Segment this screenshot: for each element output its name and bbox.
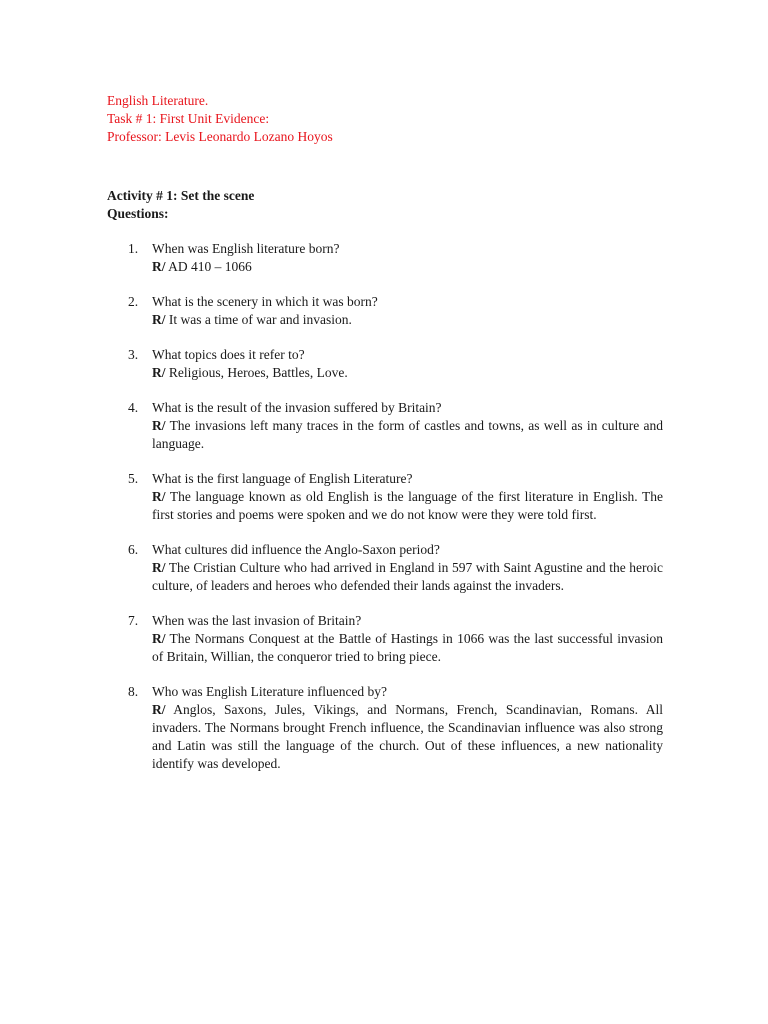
question-list bbox=[107, 240, 663, 790]
course-title: English Literature. bbox=[107, 93, 209, 108]
question-number: 6. bbox=[128, 542, 139, 557]
question-number: 3. bbox=[128, 347, 139, 362]
answer-prefix: R/ bbox=[152, 560, 166, 575]
answer-body: It was a time of war and invasion. bbox=[168, 312, 352, 327]
answer-prefix: R/ bbox=[152, 631, 166, 646]
question-text: What is the scenery in which it was born? bbox=[152, 294, 378, 309]
question-text: When was English literature born? bbox=[152, 241, 340, 256]
activity-heading bbox=[107, 187, 667, 223]
question-text: What is the result of the invasion suffered by Britain? bbox=[152, 400, 442, 415]
question-number: 7. bbox=[128, 613, 139, 628]
answer-body: The Normans Conquest at the Battle of Hastings in 1066 was the last successful invasion of Britain, Willian, the conqueror tried to bring piece. bbox=[152, 631, 663, 664]
question-item bbox=[107, 683, 663, 773]
answer-text bbox=[152, 630, 663, 666]
question-item bbox=[107, 541, 663, 595]
question-text: What is the first language of English Literature? bbox=[152, 471, 413, 486]
answer-text bbox=[152, 488, 663, 524]
answer-body: The language known as old English is the language of the first literature in English. The first stories and poems were spoken and we do not know were they were told first. bbox=[152, 489, 663, 522]
question-item bbox=[107, 240, 663, 276]
question-number: 2. bbox=[128, 294, 139, 309]
question-item bbox=[107, 612, 663, 666]
answer-text bbox=[152, 417, 663, 453]
answer-prefix: R/ bbox=[152, 365, 166, 380]
questions-label: Questions: bbox=[107, 206, 169, 221]
answer-text bbox=[152, 364, 663, 382]
answer-prefix: R/ bbox=[152, 312, 166, 327]
question-number: 5. bbox=[128, 471, 139, 486]
question-item bbox=[107, 399, 663, 453]
answer-prefix: R/ bbox=[152, 418, 166, 433]
answer-text bbox=[152, 311, 663, 329]
answer-body: Religious, Heroes, Battles, Love. bbox=[168, 365, 348, 380]
activity-title: Activity # 1: Set the scene bbox=[107, 188, 255, 203]
question-number: 1. bbox=[128, 241, 139, 256]
answer-body: The invasions left many traces in the form of castles and towns, as well as in culture and language. bbox=[152, 418, 663, 451]
professor-name: Professor: Levis Leonardo Lozano Hoyos bbox=[107, 129, 333, 144]
question-text: Who was English Literature influenced by? bbox=[152, 684, 388, 699]
answer-text bbox=[152, 701, 663, 773]
task-title: Task # 1: First Unit Evidence: bbox=[107, 111, 270, 126]
document-header bbox=[107, 92, 667, 146]
question-number: 4. bbox=[128, 400, 139, 415]
question-item bbox=[107, 346, 663, 382]
answer-body: Anglos, Saxons, Jules, Vikings, and Normans, French, Scandinavian, Romans. All invaders. The Normans brought French influence, the Scandinavian influence was also strong and Latin was still the language of the church. Out of these influences, a new nationality identify was developed. bbox=[152, 702, 663, 771]
answer-body: AD 410 – 1066 bbox=[168, 259, 252, 274]
answer-text bbox=[152, 258, 663, 276]
answer-prefix: R/ bbox=[152, 489, 166, 504]
answer-prefix: R/ bbox=[152, 259, 166, 274]
question-number: 8. bbox=[128, 684, 139, 699]
answer-text bbox=[152, 559, 663, 595]
question-text: When was the last invasion of Britain? bbox=[152, 613, 362, 628]
answer-body: The Cristian Culture who had arrived in England in 597 with Saint Agustine and the heroic culture, of leaders and heroes who defended their lands against the invaders. bbox=[152, 560, 663, 593]
answer-prefix: R/ bbox=[152, 702, 166, 717]
question-item bbox=[107, 293, 663, 329]
question-text: What cultures did influence the Anglo-Saxon period? bbox=[152, 542, 440, 557]
question-item bbox=[107, 470, 663, 524]
question-text: What topics does it refer to? bbox=[152, 347, 305, 362]
